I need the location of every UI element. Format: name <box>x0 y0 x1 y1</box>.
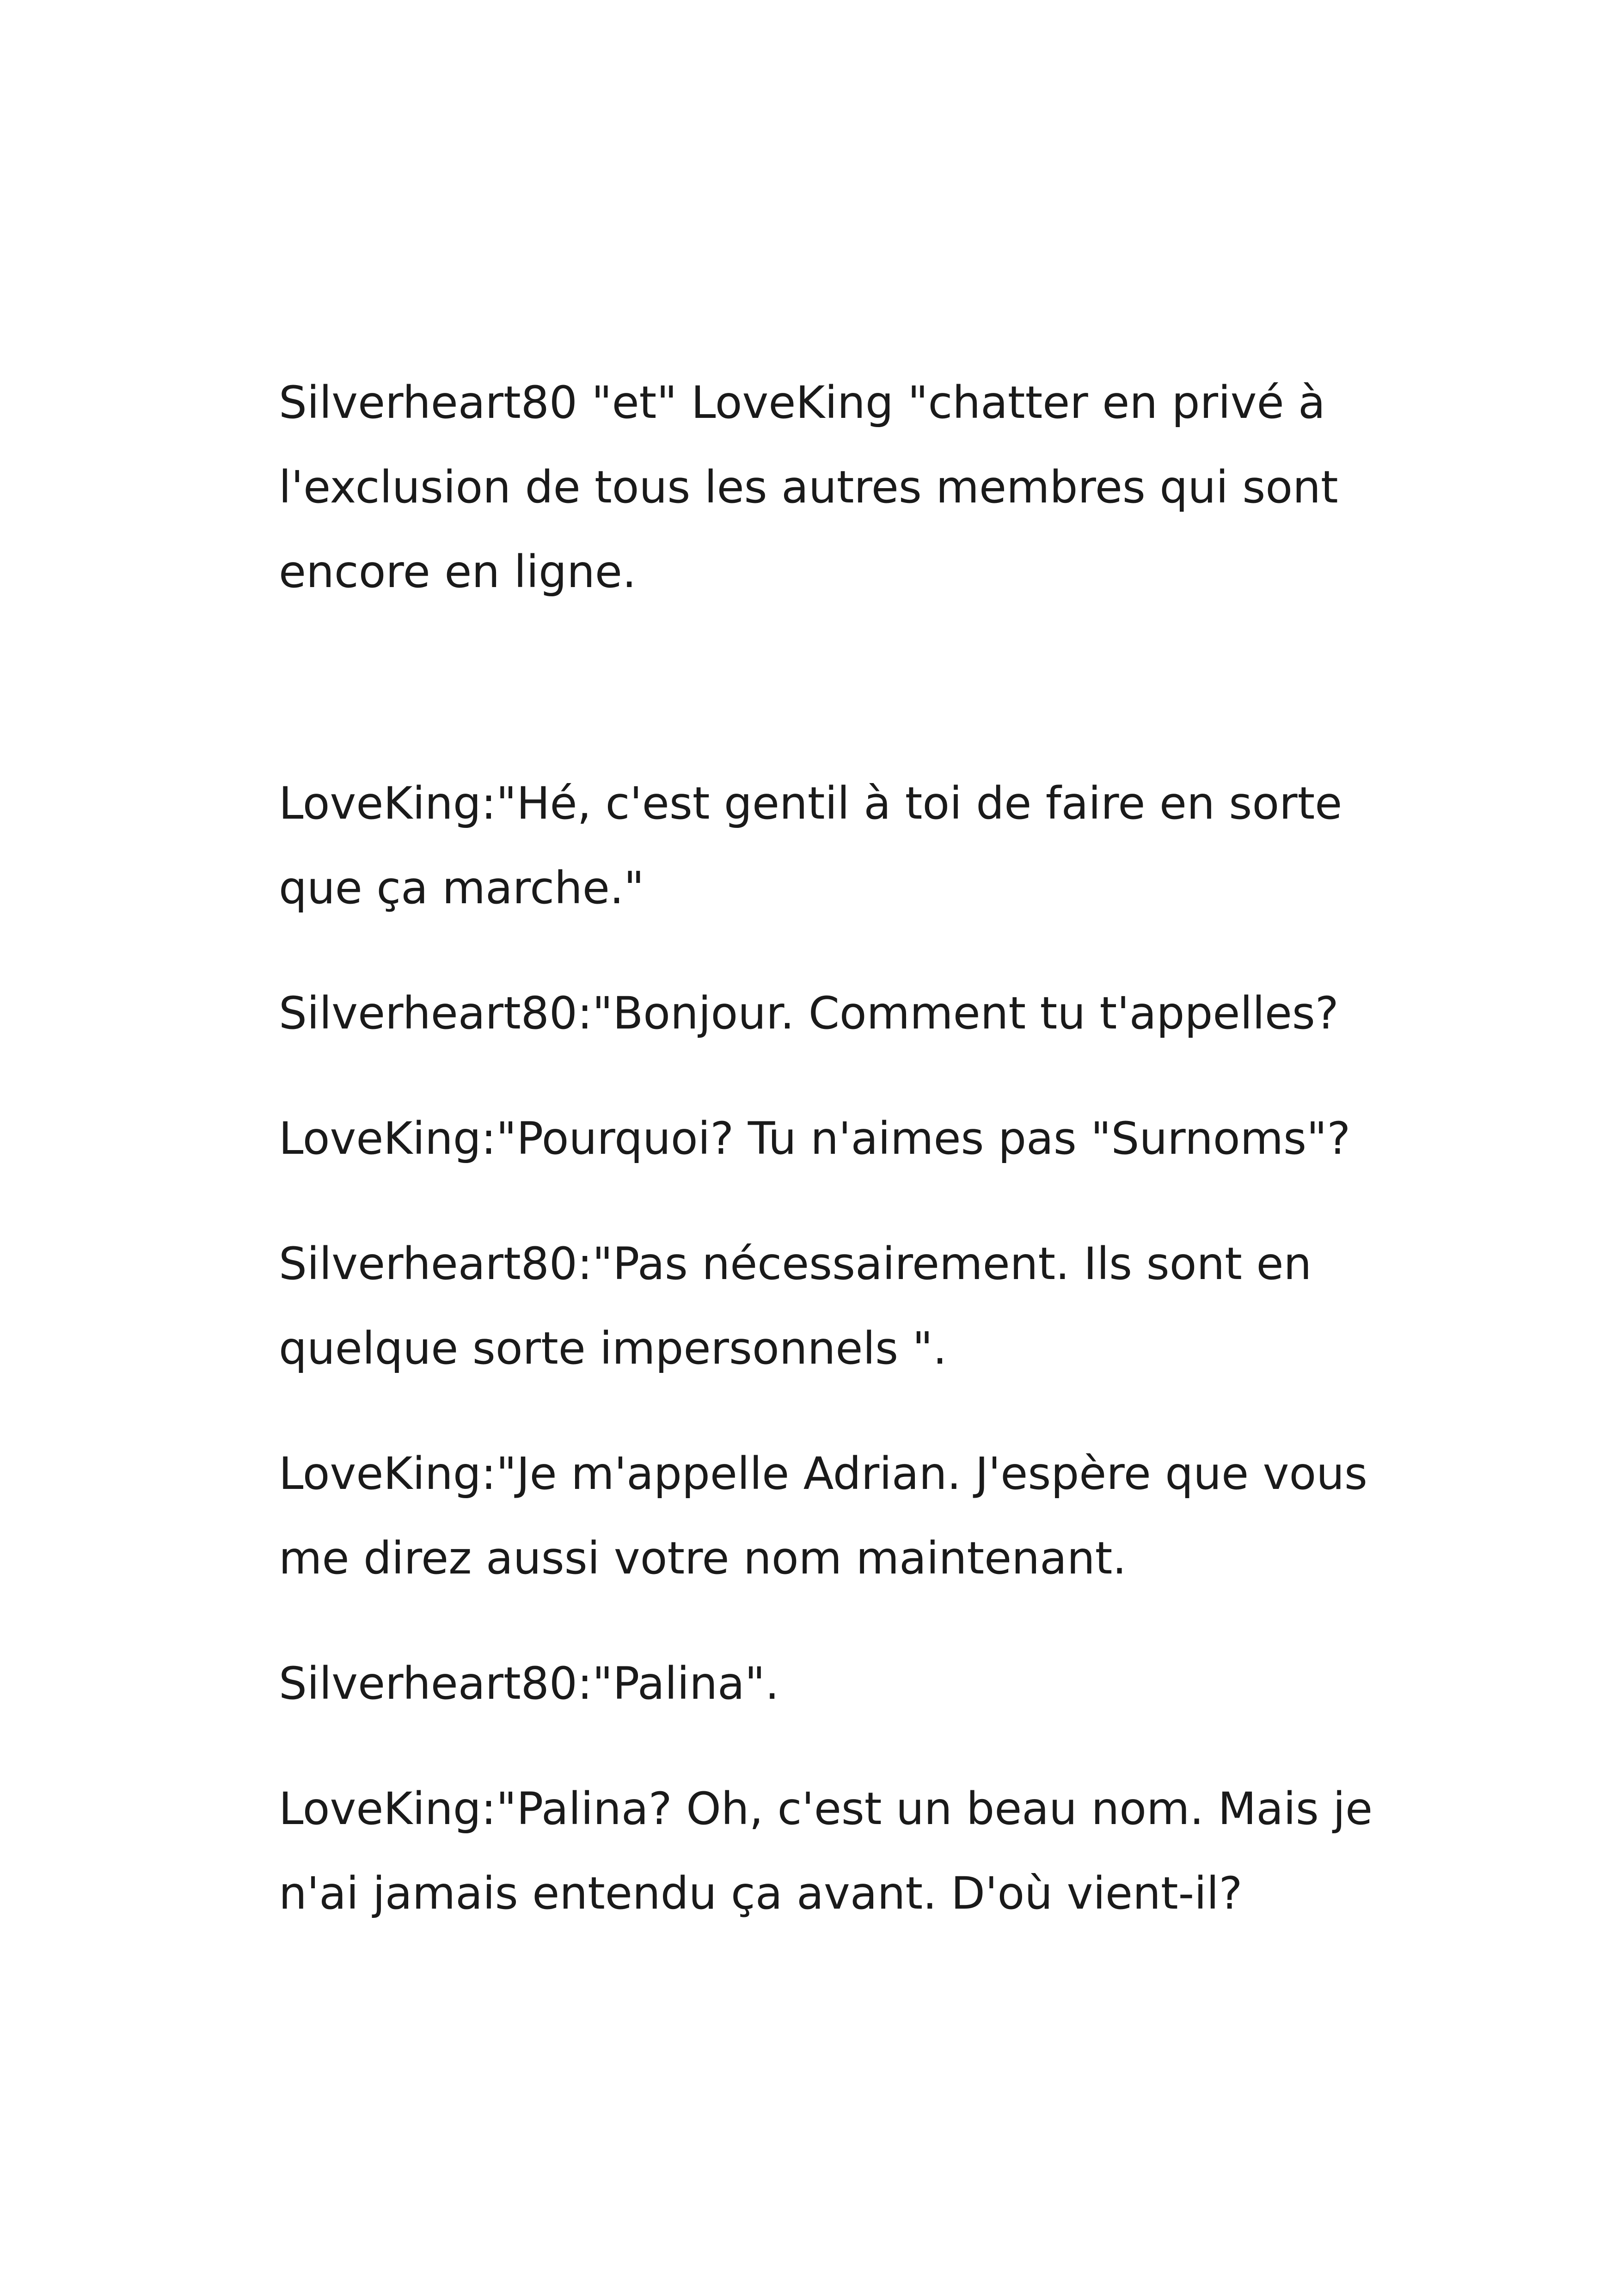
dialogue-line: LoveKing:"Hé, c'est gentil à toi de faire en sorte que ça marche." <box>279 778 1342 914</box>
dialogue-line: Silverheart80:"Palina". <box>279 1658 779 1709</box>
dialogue-line: LoveKing:"Palina? Oh, c'est un beau nom. Mais je n'ai jamais entendu ça avant. D'où vient-il? <box>279 1783 1373 1919</box>
dialogue-line: Silverheart80:"Pas nécessairement. Ils sont en quelque sorte impersonnels ". <box>279 1238 1312 1374</box>
dialogue-line: LoveKing:"Pourquoi? Tu n'aimes pas "Surnoms"? <box>279 1113 1351 1164</box>
dialogue-line: LoveKing:"Je m'appelle Adrian. J'espère que vous me direz aussi votre nom maintenant. <box>279 1448 1368 1584</box>
intro-paragraph: Silverheart80 "et" LoveKing "chatter en privé à l'exclusion de tous les autres membres qui sont encore en ligne. <box>279 377 1338 598</box>
dialogue-line: Silverheart80:"Bonjour. Comment tu t'appelles? <box>279 987 1339 1039</box>
document-body <box>279 361 1379 1977</box>
